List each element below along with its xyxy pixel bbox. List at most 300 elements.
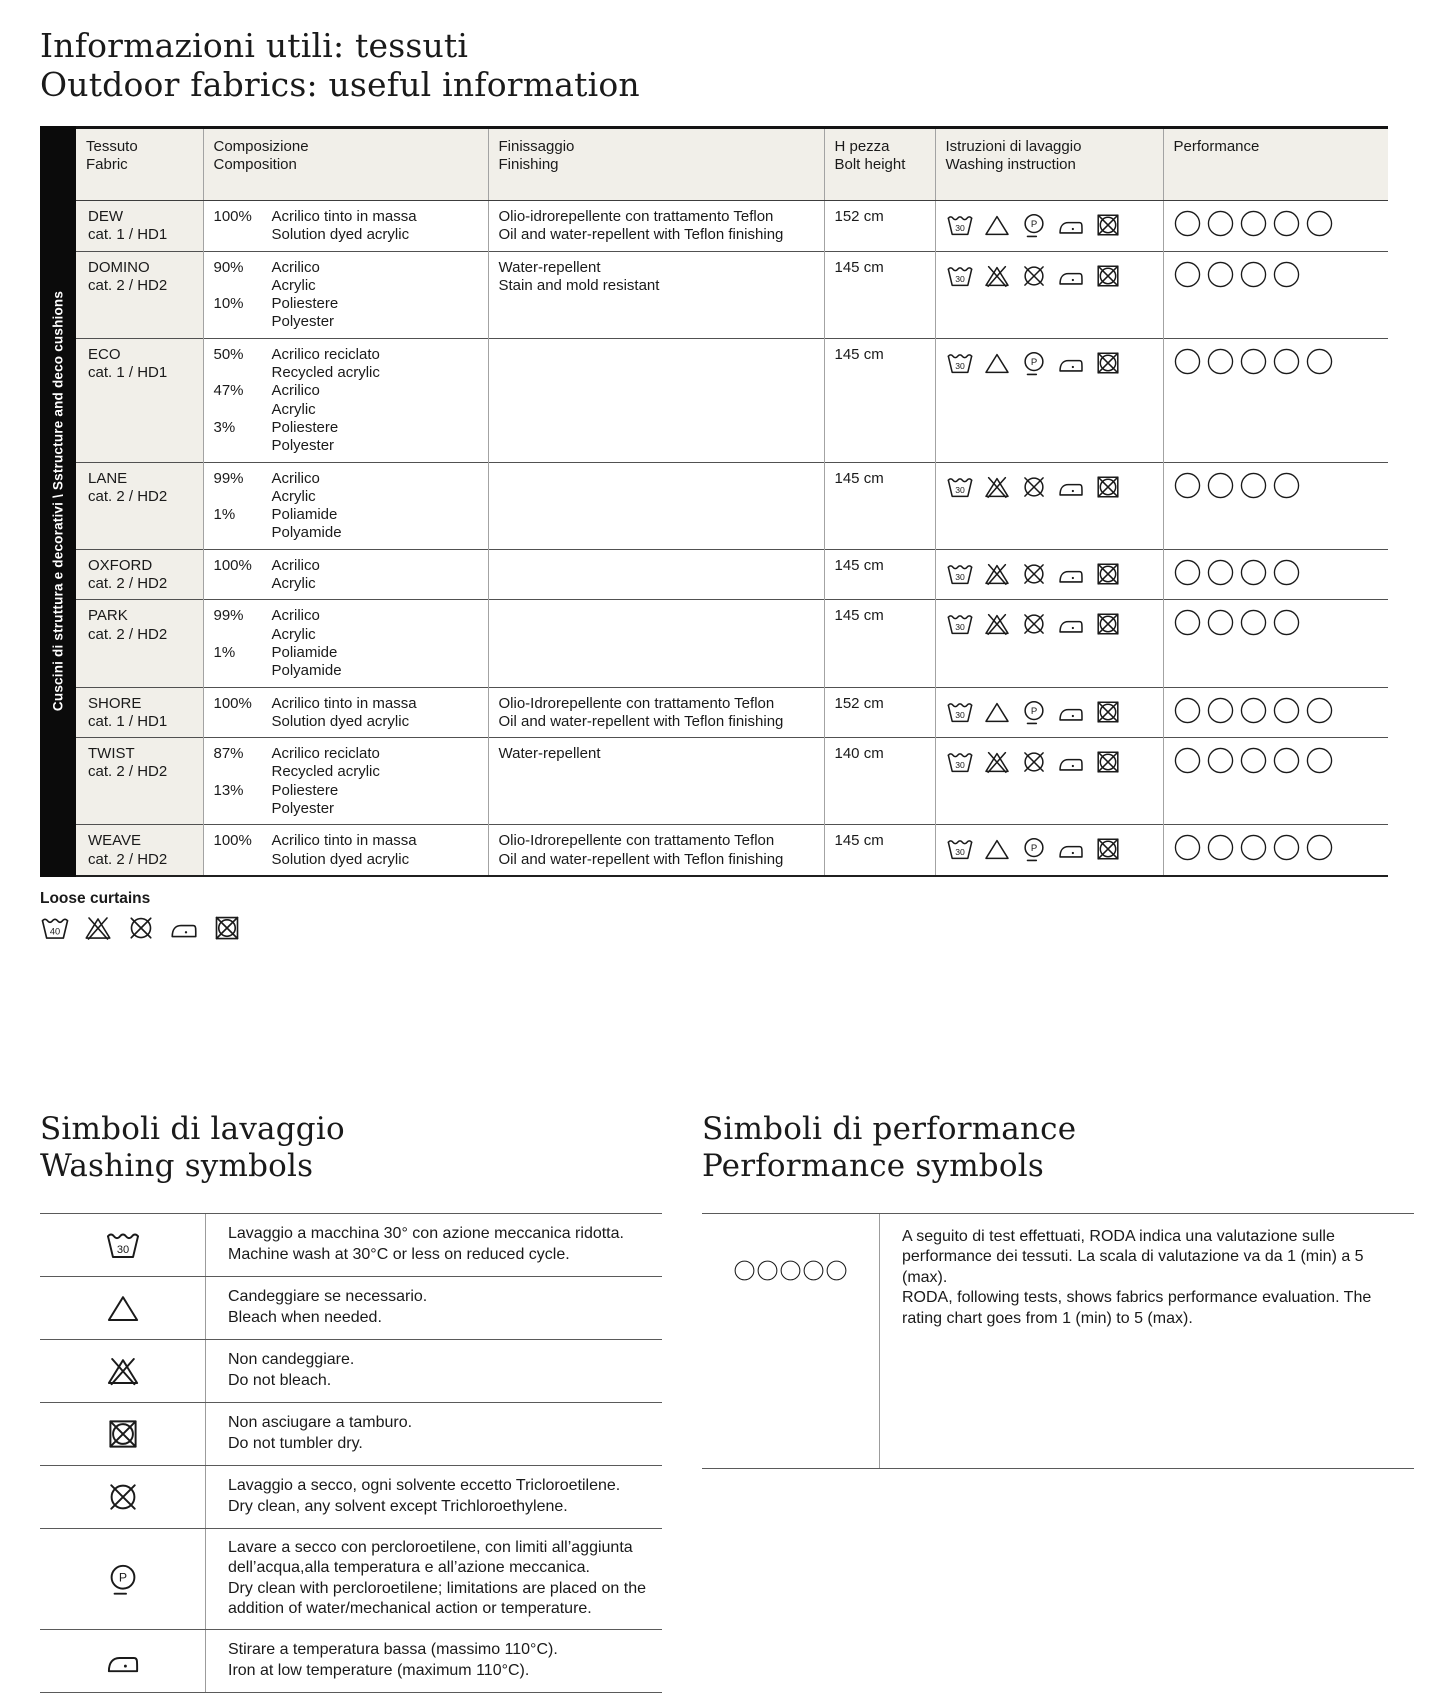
composition-percent: 100%: [213, 694, 252, 712]
performance-circle-icon: [1174, 747, 1201, 774]
composition-line: Polyester: [271, 313, 335, 331]
composition-line: Acrilico: [271, 382, 320, 400]
performance-circle-icon: [757, 1260, 778, 1281]
bolt-height-cell: 145 cm: [824, 338, 935, 462]
fabric-row-weave: [76, 825, 1388, 876]
composition-line: Polyester: [271, 437, 335, 455]
composition-percent: 47%: [213, 382, 244, 400]
bleach-allowed-icon: [105, 1290, 141, 1326]
composition-line: Acrilico reciclato: [271, 345, 380, 363]
composition-material: [272, 346, 380, 383]
composition-item: [214, 695, 478, 732]
bolt-height-cell: 145 cm: [824, 462, 935, 549]
performance-cell: [1163, 600, 1388, 687]
finishing-cell: [488, 600, 824, 687]
washing-symbol-icon-cell: [40, 1403, 205, 1465]
washing-icons-cell: [935, 738, 1163, 825]
performance-rating: [1174, 470, 1379, 499]
composition-line: Acrylic: [271, 487, 316, 505]
composition-cell: [203, 600, 488, 687]
machine-wash-30-icon: [946, 610, 974, 638]
fabric-name: DOMINO: [88, 258, 150, 276]
washing-icons-cell: [935, 687, 1163, 738]
performance-circle-icon: [1240, 697, 1267, 724]
performance-circle-icon: [1306, 348, 1333, 375]
washing-symbol-row: [40, 1465, 662, 1528]
do-not-dry-clean-icon: [105, 1479, 141, 1515]
performance-circle-icon: [1240, 348, 1267, 375]
composition-item: [214, 259, 478, 296]
svg-text:30: 30: [954, 622, 965, 633]
composition-cell: [203, 201, 488, 252]
do-not-dry-clean-icon: [1020, 473, 1048, 501]
iron-low-icon: [1057, 262, 1085, 290]
washing-symbol-text-cell: [205, 1340, 662, 1402]
col-header-composition: Composizione Composition: [203, 128, 488, 201]
washing-symbol-row: [40, 1339, 662, 1402]
performance-cell: [1163, 738, 1388, 825]
fabric-category: cat. 2 / HD2: [88, 850, 168, 868]
composition-cell: [203, 251, 488, 338]
iron-low-icon: [1057, 211, 1085, 239]
washing-symbol-text-en: Machine wash at 30°C or less on reduced cycle.: [228, 1245, 570, 1263]
performance-cell: [1163, 338, 1388, 462]
do-not-dry-clean-icon: [1020, 262, 1048, 290]
composition-item: [214, 346, 478, 383]
washing-symbol-text-it: Non asciugare a tamburo.: [228, 1414, 413, 1432]
performance-rating: [1174, 695, 1379, 724]
performance-circle-icon: [1174, 697, 1201, 724]
bleach-allowed-icon: [983, 349, 1011, 377]
composition-item: [214, 208, 478, 245]
fabric-row-park: [76, 600, 1388, 687]
performance-circle-icon: [1306, 747, 1333, 774]
composition-item: [214, 644, 478, 681]
composition-item: [214, 470, 478, 507]
fabric-name: LANE: [88, 469, 128, 487]
performance-circle-icon: [780, 1260, 801, 1281]
svg-text:40: 40: [49, 926, 61, 937]
washing-symbol-text-en: Bleach when needed.: [228, 1308, 382, 1326]
performance-circle-icon: [1306, 697, 1333, 724]
do-not-tumble-dry-icon: [1094, 835, 1122, 863]
fabric-name-cell: [76, 201, 203, 252]
do-not-bleach-icon: [983, 473, 1011, 501]
washing-symbol-text-it: Lavaggio a macchina 30° con azione meccanica ridotta.: [228, 1225, 624, 1243]
iron-low-icon: [1057, 698, 1085, 726]
composition-item: [214, 506, 478, 543]
performance-circle-icon: [1207, 834, 1234, 861]
finishing-line: Oil and water-repellent with Teflon finishing: [498, 226, 784, 244]
dry-clean-p-icon: [1020, 835, 1048, 863]
composition-material: [272, 695, 417, 732]
washing-symbol-text-en: Dry clean with percloroetilene; limitations are placed on the addition of water/mechanical action or temperature.: [228, 1579, 646, 1618]
finishing-cell: [488, 201, 824, 252]
composition-percent: 90%: [213, 258, 244, 276]
washing-icons-cell: [935, 462, 1163, 549]
page-title-en: Outdoor fabrics: useful information: [40, 65, 640, 104]
svg-text:30: 30: [954, 571, 965, 582]
performance-circle-icon: [1174, 261, 1201, 288]
category-sidebar: [40, 126, 76, 877]
col-header-washing: Istruzioni di lavaggio Washing instruction: [935, 128, 1163, 201]
do-not-tumble-dry-icon: [1094, 211, 1122, 239]
fabric-name: PARK: [88, 607, 128, 625]
composition-line: Acrilico: [271, 556, 320, 574]
svg-text:P: P: [1030, 356, 1037, 368]
composition-line: Solution dyed acrylic: [271, 850, 410, 868]
washing-icons-cell: [935, 825, 1163, 876]
composition-cell: [203, 462, 488, 549]
iron-low-icon: [1057, 473, 1085, 501]
performance-circle-icon: [1174, 210, 1201, 237]
machine-wash-30-icon: [105, 1227, 141, 1263]
machine-wash-30-icon: [946, 262, 974, 290]
performance-circle-icon: [1240, 210, 1267, 237]
washing-icon-strip: [946, 557, 1153, 588]
performance-rating: [1174, 832, 1379, 861]
washing-symbol-text-en: Do not tumbler dry.: [228, 1434, 363, 1452]
composition-item: [214, 382, 478, 419]
bolt-height-cell: 152 cm: [824, 687, 935, 738]
washing-icons-cell: [935, 251, 1163, 338]
composition-material: [272, 782, 339, 819]
finishing-cell: [488, 338, 824, 462]
composition-line: Acrilico tinto in massa: [271, 694, 417, 712]
machine-wash-30-icon: [946, 698, 974, 726]
performance-cell: [1163, 549, 1388, 600]
fabric-row-domino: [76, 251, 1388, 338]
performance-circle-icon: [1273, 834, 1300, 861]
performance-rating: [1174, 346, 1379, 375]
performance-rating: [1174, 259, 1379, 288]
page-title-it: Informazioni utili: tessuti: [40, 26, 469, 65]
machine-wash-30-icon: [946, 748, 974, 776]
composition-material: [272, 382, 320, 419]
washing-symbol-text-cell: [205, 1630, 662, 1692]
composition-material: [272, 557, 320, 594]
composition-material: [272, 419, 339, 456]
composition-percent: 99%: [213, 607, 244, 625]
composition-line: Acrilico tinto in massa: [271, 832, 417, 850]
washing-icon-strip: [946, 259, 1153, 290]
composition-material: [272, 644, 342, 681]
fabric-table-header-row: [76, 128, 1388, 201]
performance-circle-icon: [1174, 472, 1201, 499]
do-not-bleach-icon: [983, 748, 1011, 776]
composition-line: Acrilico: [271, 469, 320, 487]
performance-cell: [1163, 201, 1388, 252]
washing-symbol-text-cell: [205, 1277, 662, 1339]
washing-symbol-row: [40, 1276, 662, 1339]
performance-circle-icon: [1240, 609, 1267, 636]
composition-line: Polyamide: [271, 524, 342, 542]
fabric-name: OXFORD: [88, 556, 153, 574]
composition-material: [272, 470, 320, 507]
fabric-table: [40, 126, 1388, 877]
washing-symbols-section: [40, 1111, 662, 1693]
bolt-height-cell: 145 cm: [824, 825, 935, 876]
washing-symbol-text-it: Non candeggiare.: [228, 1351, 355, 1369]
finishing-cell: [488, 687, 824, 738]
iron-low-icon: [1057, 610, 1085, 638]
loose-curtains: [40, 890, 1454, 943]
machine-wash-30-icon: [946, 835, 974, 863]
do-not-tumble-dry-icon: [1094, 262, 1122, 290]
performance-circle-icon: [826, 1260, 847, 1281]
fabric-name-cell: [76, 687, 203, 738]
bolt-height-cell: 145 cm: [824, 600, 935, 687]
washing-symbol-text-en: Iron at low temperature (maximum 110°C).: [228, 1661, 530, 1679]
fabric-category: cat. 1 / HD1: [88, 364, 168, 382]
fabric-name: TWIST: [88, 745, 135, 763]
fabric-name-cell: [76, 549, 203, 600]
finishing-line: Olio-Idrorepellente con trattamento Teflon: [498, 694, 775, 712]
composition-material: [272, 745, 380, 782]
performance-description: A seguito di test effettuati, RODA indica una valutazione sulle performance dei tessuti. La scala di valutazione va da 1 (min) a 5 (max). RODA, following tests, shows fabrics performance evaluation. The rating chart goes from 1 (min) to 5 (max).: [879, 1214, 1414, 1468]
composition-material: [272, 506, 342, 543]
composition-line: Acrylic: [271, 400, 316, 418]
fabric-name-cell: [76, 600, 203, 687]
composition-percent: 100%: [213, 832, 252, 850]
washing-symbol-row: [40, 1213, 662, 1276]
svg-text:P: P: [1030, 219, 1037, 231]
composition-percent: 3%: [213, 418, 236, 436]
performance-symbols-section: [702, 1111, 1414, 1693]
svg-text:30: 30: [116, 1243, 129, 1256]
washing-symbol-text-it: Stirare a temperatura bassa (massimo 110°C).: [228, 1641, 558, 1659]
iron-low-icon: [1057, 835, 1085, 863]
composition-line: Acrylic: [271, 625, 316, 643]
composition-percent: 50%: [213, 345, 244, 363]
performance-circle-icon: [1174, 609, 1201, 636]
composition-cell: [203, 687, 488, 738]
performance-circle-icon: [1240, 559, 1267, 586]
iron-low-icon: [1057, 748, 1085, 776]
iron-low-icon: [1057, 560, 1085, 588]
svg-text:30: 30: [954, 709, 965, 720]
loose-curtains-icons: [40, 913, 1454, 943]
performance-circle-icon: [1273, 261, 1300, 288]
composition-item: [214, 832, 478, 869]
washing-icons-cell: [935, 549, 1163, 600]
washing-symbol-row: [40, 1402, 662, 1465]
performance-circle-icon: [803, 1260, 824, 1281]
performance-circle-icon: [734, 1260, 755, 1281]
composition-line: Recycled acrylic: [271, 364, 380, 382]
performance-circle-icon: [1174, 834, 1201, 861]
iron-low-icon: [105, 1643, 141, 1679]
performance-cell: [1163, 687, 1388, 738]
dry-clean-p-icon: [1020, 698, 1048, 726]
dry-clean-p-icon: [1020, 349, 1048, 377]
svg-text:P: P: [1030, 705, 1037, 717]
composition-percent: 100%: [213, 556, 252, 574]
fabric-row-lane: [76, 462, 1388, 549]
finishing-line: Oil and water-repellent with Teflon finishing: [498, 850, 784, 868]
performance-circle-icon: [1207, 697, 1234, 724]
bolt-height-cell: 140 cm: [824, 738, 935, 825]
composition-line: Acrilico tinto in massa: [271, 208, 417, 225]
performance-rating: [1174, 557, 1379, 586]
bleach-allowed-icon: [983, 211, 1011, 239]
svg-text:30: 30: [954, 273, 965, 284]
performance-circle-icon: [1273, 348, 1300, 375]
svg-text:30: 30: [954, 484, 965, 495]
washing-symbol-text-cell: [205, 1466, 662, 1528]
do-not-bleach-icon: [983, 560, 1011, 588]
composition-line: Acrilico: [271, 607, 320, 625]
washing-symbol-icon-cell: [40, 1529, 205, 1629]
washing-symbol-icon-cell: [40, 1214, 205, 1276]
composition-cell: [203, 825, 488, 876]
washing-icon-strip: [946, 208, 1153, 239]
svg-text:P: P: [1030, 843, 1037, 855]
composition-material: [272, 607, 320, 644]
svg-text:30: 30: [954, 360, 965, 371]
composition-material: [272, 208, 417, 245]
washing-symbols-heading: Simboli di lavaggio Washing symbols: [40, 1110, 345, 1184]
fabric-table-grid: [76, 126, 1388, 877]
performance-rating: [1174, 607, 1379, 636]
washing-icon-strip: [946, 346, 1153, 377]
performance-cell: [1163, 251, 1388, 338]
fabric-name-cell: [76, 825, 203, 876]
composition-line: Recycled acrylic: [271, 763, 380, 781]
composition-item: [214, 557, 478, 594]
washing-icon-strip: [946, 470, 1153, 501]
composition-line: Solution dyed acrylic: [271, 712, 410, 730]
washing-symbol-icon-cell: [40, 1340, 205, 1402]
iron-low-icon: [169, 913, 199, 943]
washing-symbol-row: [40, 1528, 662, 1629]
legend-sections: [40, 1111, 1454, 1693]
performance-circle-icon: [1207, 472, 1234, 499]
do-not-bleach-icon: [983, 610, 1011, 638]
washing-icons-cell: [935, 338, 1163, 462]
washing-symbol-icon-cell: [40, 1466, 205, 1528]
do-not-tumble-dry-icon: [1094, 698, 1122, 726]
machine-wash-40-icon: [40, 913, 70, 943]
finishing-cell: [488, 738, 824, 825]
washing-icons-cell: [935, 201, 1163, 252]
do-not-tumble-dry-icon: [1094, 349, 1122, 377]
composition-line: Poliestere: [271, 781, 339, 799]
composition-cell: [203, 338, 488, 462]
machine-wash-30-icon: [946, 349, 974, 377]
fabric-name-cell: [76, 251, 203, 338]
fabric-name: SHORE: [88, 694, 142, 712]
loose-curtains-label: Loose curtains: [40, 889, 151, 907]
fabric-row-dew: [76, 201, 1388, 252]
performance-circle-icon: [1306, 210, 1333, 237]
performance-circle-icon: [1207, 609, 1234, 636]
fabric-name-cell: [76, 738, 203, 825]
col-header-fabric: Tessuto Fabric: [76, 128, 203, 201]
col-header-finishing: Finissaggio Finishing: [488, 128, 824, 201]
fabric-row-oxford: [76, 549, 1388, 600]
fabric-category: cat. 2 / HD2: [88, 625, 168, 643]
svg-text:30: 30: [954, 847, 965, 858]
performance-rating-icon: [702, 1214, 879, 1468]
fabric-category: cat. 2 / HD2: [88, 763, 168, 781]
washing-icon-strip: [946, 607, 1153, 638]
fabric-name-cell: [76, 462, 203, 549]
washing-icon-strip: [946, 832, 1153, 863]
composition-line: Acrylic: [271, 575, 316, 593]
performance-circle-icon: [1240, 472, 1267, 499]
performance-circle-icon: [1306, 834, 1333, 861]
finishing-line: Water-repellent: [498, 745, 601, 763]
category-sidebar-label: Cuscini di struttura e decorativi \ Sstructure and deco cushions: [50, 291, 66, 712]
fabric-row-shore: [76, 687, 1388, 738]
composition-line: Polyester: [271, 800, 335, 818]
do-not-tumble-dry-icon: [1094, 473, 1122, 501]
performance-rating: [1174, 208, 1379, 237]
fabric-category: cat. 2 / HD2: [88, 487, 168, 505]
performance-circle-icon: [1207, 559, 1234, 586]
performance-symbols-table: [702, 1213, 1414, 1469]
finishing-cell: [488, 462, 824, 549]
bolt-height-cell: 152 cm: [824, 201, 935, 252]
composition-cell: [203, 738, 488, 825]
composition-line: Poliestere: [271, 418, 339, 436]
performance-circle-icon: [1273, 559, 1300, 586]
washing-symbol-icon-cell: [40, 1277, 205, 1339]
composition-material: [272, 259, 320, 296]
do-not-bleach-icon: [105, 1353, 141, 1389]
do-not-tumble-dry-icon: [1094, 748, 1122, 776]
washing-symbol-text-en: Dry clean, any solvent except Trichloroethylene.: [228, 1497, 568, 1515]
composition-line: Acrilico: [271, 258, 320, 276]
composition-percent: 13%: [213, 781, 244, 799]
do-not-dry-clean-icon: [126, 913, 156, 943]
composition-percent: 99%: [213, 469, 244, 487]
page-title: [0, 0, 1454, 104]
washing-symbol-text-cell: [205, 1214, 662, 1276]
washing-symbol-text-it: Lavare a secco con percloroetilene, con limiti all’aggiunta dell’acqua,alla temperatura e all’azione meccanica.: [228, 1538, 633, 1577]
washing-symbol-text-it: Candeggiare se necessario.: [228, 1288, 428, 1306]
performance-cell: [1163, 462, 1388, 549]
composition-item: [214, 782, 478, 819]
fabric-name: DEW: [88, 208, 123, 225]
composition-line: Acrilico reciclato: [271, 745, 380, 763]
composition-percent: 1%: [213, 506, 236, 524]
performance-circle-icon: [1273, 697, 1300, 724]
performance-circle-icon: [1207, 210, 1234, 237]
finishing-line: Stain and mold resistant: [498, 276, 660, 294]
performance-circle-icon: [1240, 834, 1267, 861]
performance-circle-icon: [1174, 559, 1201, 586]
do-not-bleach-icon: [83, 913, 113, 943]
do-not-bleach-icon: [983, 262, 1011, 290]
finishing-line: Oil and water-repellent with Teflon finishing: [498, 712, 784, 730]
performance-symbols-heading: Simboli di performance Performance symbols: [702, 1110, 1077, 1184]
washing-symbol-text-cell: [205, 1403, 662, 1465]
do-not-tumble-dry-icon: [212, 913, 242, 943]
bolt-height-cell: 145 cm: [824, 251, 935, 338]
performance-cell: [1163, 825, 1388, 876]
machine-wash-30-icon: [946, 560, 974, 588]
performance-circle-icon: [1207, 348, 1234, 375]
composition-item: [214, 745, 478, 782]
finishing-cell: [488, 549, 824, 600]
fabric-row-eco: [76, 338, 1388, 462]
composition-line: Solution dyed acrylic: [271, 226, 410, 244]
fabric-category: cat. 1 / HD1: [88, 712, 168, 730]
performance-circle-icon: [1273, 472, 1300, 499]
composition-percent: 100%: [213, 208, 252, 225]
